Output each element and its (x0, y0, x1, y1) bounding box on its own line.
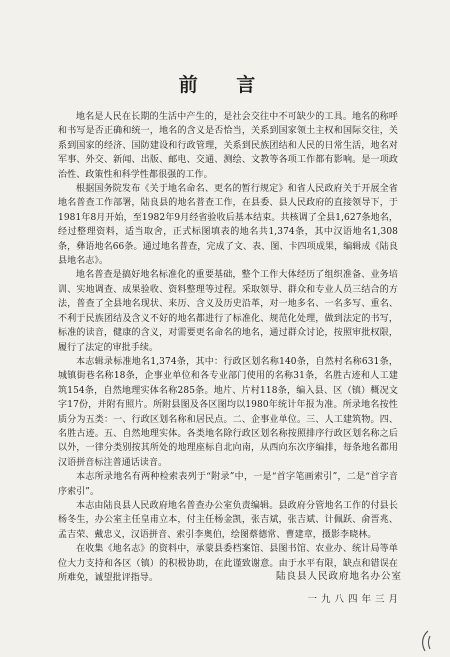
signature-organization: 陆良县人民政府地名办公室 (275, 571, 402, 582)
paragraph: 本志所录地名有两种检索表列于“附录”中，一是“首字笔画索引”，二是“首字音序索引”。 (58, 472, 398, 497)
scan-mark-icon (419, 630, 433, 652)
paragraph: 地名普查是搞好地名标准化的重要基础，整个工作大体经历了组织准备、业务培训、实地调查、成果验收、资料整理等过程。采取领导、群众和专业人员三结合的方法，普查了全县地名现状、来历、含义及历史沿革，对一地多名、一名多写、重名、不利于民族团结及含义不好的地名都进行了标准化、规范化处理，做到法定的书写，标准的读音，健康的含义，对需要更名命名的地名，通过群众讨论，按照审批权限，履行了法定的审批手续。 (58, 270, 398, 353)
paragraph: 本志由陆良县人民政府地名普查办公室负责编辑。县政府分管地名工作的付县长杨冬生，办公室主任皇甫立本，付主任杨金凯，张吉斌，张吉斌、计佩跃、俞晋兆、孟吉荣、戴忠义，汉语拼音、索引李奥伯，绘图蔡德常、曹建章，摄影李晓林。 (58, 500, 398, 540)
signature-date: 一九八四年三月 (307, 594, 402, 605)
page-title: 前 言 (178, 74, 272, 96)
paragraph: 根据国务院发布《关于地名命名、更名的暂行规定》和省人民政府关于开展全省地名普查工作部署，陆良县的地名普查工作，在县委、县人民政府的直接领导下，于1981年8月开始，至1982年9月经省验收后基本结束。共核调了全县1,627条地名，经过整理资料，适当取舍，正式标图填表的地名共1,374条，其中汉语地名1,308条，彝语地名66条。通过地名普查，完成了文、表、图、卡四项成果，编辑成《陆良县地名志》。 (58, 184, 398, 267)
paragraph: 本志辑录标准地名1,374条，其中：行政区划名称140条，自然村名称631条，城镇街巷名称18条，企事业单位和各专业部门使用的名称31条，名胜古迹和人工建筑154条，自然地理实体名称285条。地片、片村118条，编入县、区（镇）概况文字17份，并附有照片。所附县图及各区图均以1980年统计年报为准。所录地名按性质分为五类：一、行政区划名称和居民点。二、企事业单位。三、人工建筑物。四、名胜古迹。五、自然地理实体。各类地名除行政区划名称按照排序行政区划名称之后以外，一律分类别按其所处的地理座标自北向南，从西向东次序编排，每条地名都用汉语拼音标注普通话读音。 (58, 356, 398, 468)
paragraph: 地名是人民在长期的生活中产生的，是社会交往中不可缺少的工具。地名的称呼和书写是否正确和统一，地名的含义是否恰当，关系到国家领土主权和国际交往，关系到国家的经济、国防建设和行政管理，关系到民族团结和人民的日常生活，地名对军事、外交、新闻、出版、邮电、交通、测绘、文教等各项工作都有影响。是一项政治性、政策性和科学性都很强的工作。 (58, 112, 398, 180)
paragraph: 在收集《地名志》的资料中，承蒙县委档案馆、县图书馆、农业办、统计局等单位大力支持和各区（镇）的积极协助，在此谨致谢意。由于水平有限，缺点和错误在所难免，诚望批评指导。 (58, 544, 398, 583)
document-body (58, 110, 398, 585)
